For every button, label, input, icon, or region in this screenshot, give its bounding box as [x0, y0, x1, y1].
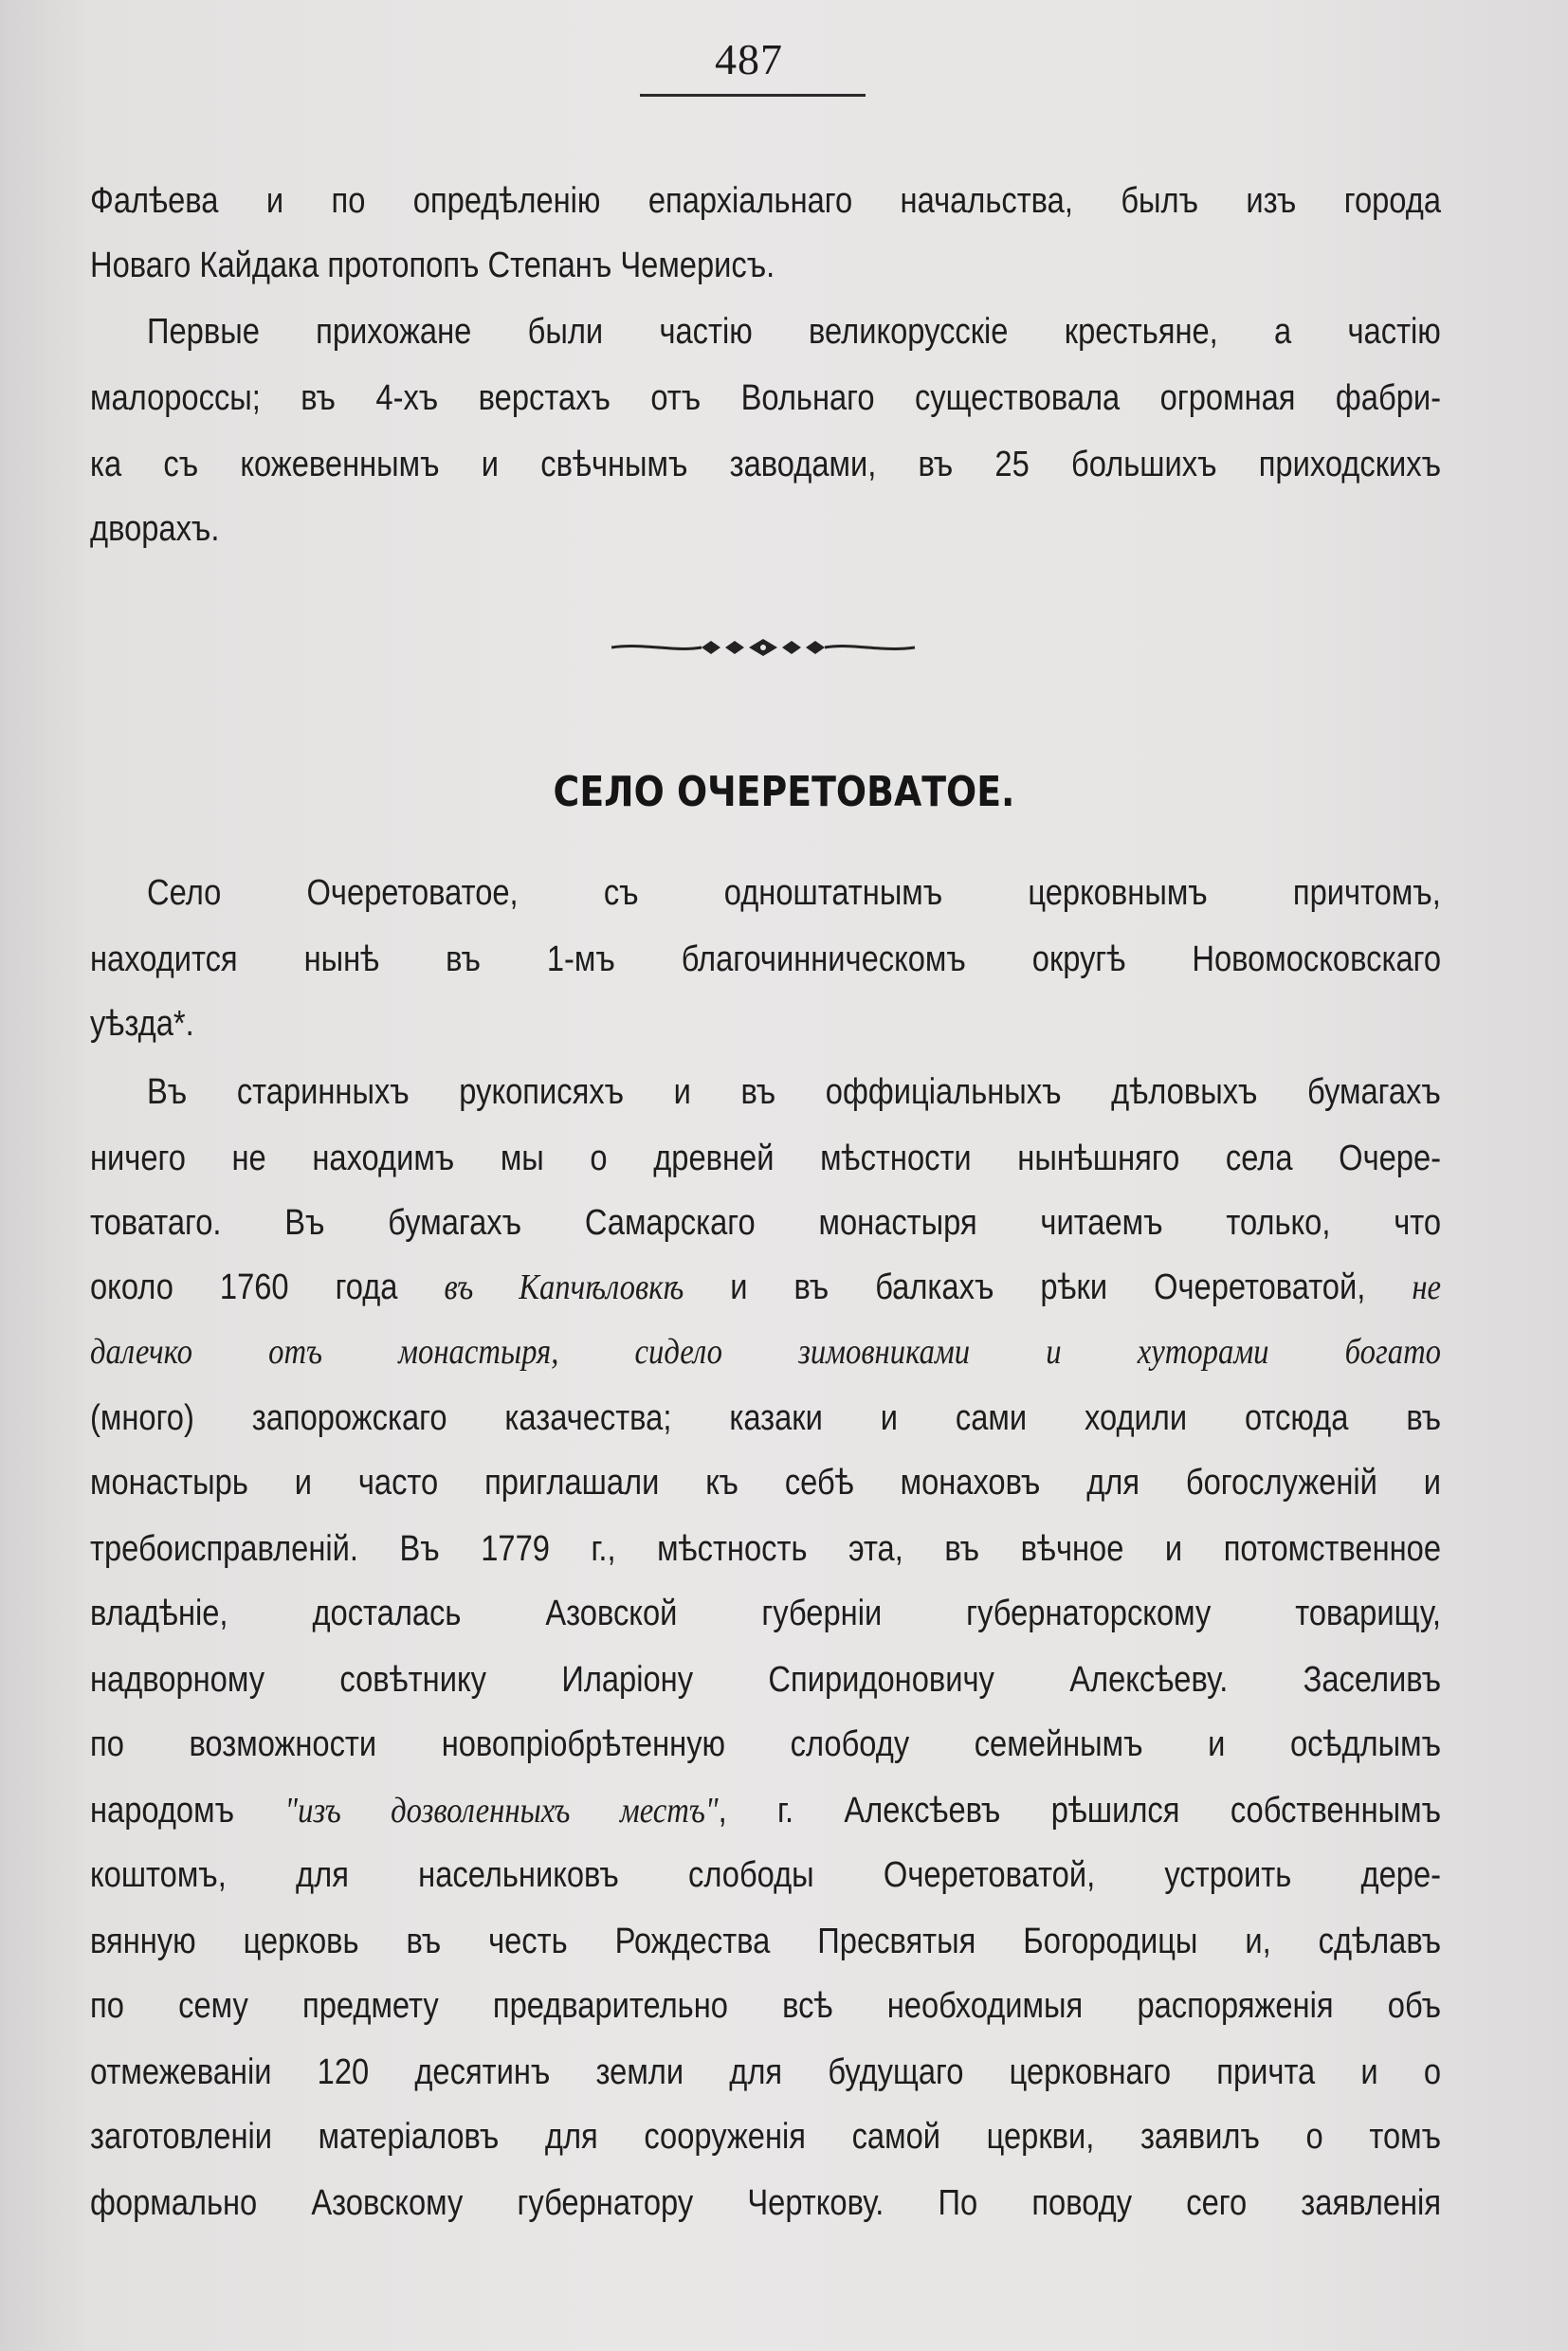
text-line: вянную церковь въ честь Рождества Пресвятыя Богородицы и, сдѣлавъ — [90, 1922, 1442, 1961]
italic-span: "изъ дозволенныхъ местъ" — [284, 1791, 719, 1831]
text-line: монастырь и часто приглашали къ себѣ монаховъ для богослуженій и — [90, 1463, 1442, 1503]
text-line: по сему предмету предварительно всѣ необходимыя распоряженія объ — [90, 1986, 1442, 2026]
page-number-rule — [640, 94, 866, 97]
text-line: требоисправленій. Въ 1779 г., мѣстность эта, въ вѣчное и потомственное — [90, 1529, 1442, 1569]
text-line: находится нынѣ въ 1-мъ благочинническомъ округѣ Новомосковскаго — [90, 939, 1442, 979]
text-line: товатаго. Въ бумагахъ Самарскаго монастыря читаемъ только, что — [90, 1203, 1442, 1243]
text-line: дворахъ. — [90, 509, 220, 549]
text-line-mixed — [90, 1267, 1441, 1308]
text-span: около 1760 года — [90, 1267, 445, 1307]
text-line: уѣзда*. — [90, 1004, 194, 1044]
text-line: по возможности новопріобрѣтенную слободу семейнымъ и осѣдлымъ — [90, 1724, 1442, 1764]
text-line-mixed — [90, 1790, 1441, 1832]
text-line: Новаго Кайдака протопопъ Степанъ Чемерисъ. — [90, 246, 775, 285]
text-span: , г. Алексѣевъ рѣшился собственнымъ — [718, 1791, 1442, 1831]
italic-span: въ Капчѣловкѣ — [444, 1267, 684, 1307]
text-line: малороссы; въ 4-хъ верстахъ отъ Вольнаго существовала огромная фабри- — [90, 378, 1442, 418]
text-span: народомъ — [90, 1791, 285, 1831]
text-line: коштомъ, для насельниковъ слободы Очеретоватой, устроить дере- — [90, 1855, 1442, 1895]
text-line: владѣніе, досталась Азовской губерніи губернаторскому товарищу, — [90, 1594, 1442, 1633]
text-line: Первые прихожане были частію великорусскіе крестьяне, а частію — [147, 312, 1441, 352]
text-line: отмежеваніи 120 десятинъ земли для будущаго церковнаго причта и о — [90, 2052, 1442, 2092]
text-line: Село Очеретоватое, съ одноштатнымъ церковнымъ причтомъ, — [147, 873, 1441, 913]
page-number: 487 — [715, 35, 783, 83]
text-line: (много) запорожскаго казачества; казаки и сами ходили отсюда въ — [90, 1398, 1442, 1438]
text-line: ничего не находимъ мы о древней мѣстности нынѣшняго села Очере- — [90, 1139, 1442, 1178]
text-line: формально Азовскому губернатору Черткову. По поводу сего заявленія — [90, 2183, 1442, 2223]
section-title: СЕЛО ОЧЕРЕТОВАТОЕ. — [553, 768, 1015, 816]
text-span: и въ балкахъ рѣки Очеретоватой, — [684, 1267, 1413, 1307]
text-line: заготовленіи матеріаловъ для сооруженія самой церкви, заявилъ о томъ — [90, 2117, 1442, 2157]
decorative-divider-ornament — [607, 633, 920, 662]
text-line-italic: далечко отъ монастыря, сидело зимовниками и хуторами богато — [90, 1332, 1442, 1372]
text-line: Въ старинныхъ рукописяхъ и въ оффиціальныхъ дѣловыхъ бумагахъ — [147, 1072, 1441, 1112]
italic-span: не — [1412, 1267, 1442, 1307]
text-line: ка съ кожевеннымъ и свѣчнымъ заводами, въ 25 большихъ приходскихъ — [90, 445, 1442, 484]
text-line: Фалѣева и по опредѣленію епархіальнаго начальства, былъ изъ города — [90, 181, 1442, 221]
text-line: надворному совѣтнику Иларіону Спиридоновичу Алексѣеву. Заселивъ — [90, 1660, 1442, 1700]
